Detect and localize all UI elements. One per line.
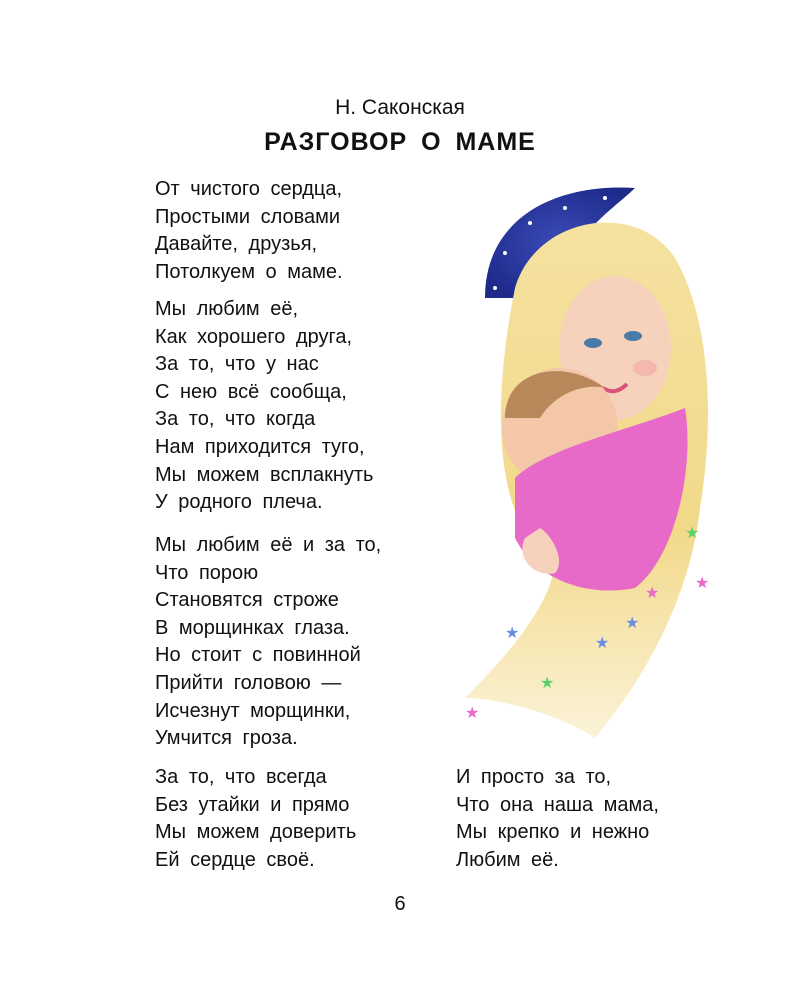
poem-line: Мы крепко и нежно	[456, 821, 650, 844]
stanza-4	[155, 764, 356, 874]
illustration-svg	[445, 178, 735, 748]
poem-line: Как хорошего друга,	[155, 325, 353, 348]
mother-and-child-illustration	[445, 178, 735, 748]
poem-line: Любим её.	[456, 848, 559, 871]
svg-text:★: ★	[685, 523, 700, 542]
poem-line: Простыми словами	[155, 205, 341, 228]
poem-line: У родного плеча.	[155, 491, 323, 514]
poem-line: Без утайки и прямо	[155, 793, 350, 816]
poem-line: Мы можем всплакнуть	[155, 463, 374, 486]
poem-line: И просто за то,	[456, 766, 612, 788]
poem-line: Что порою	[155, 561, 259, 584]
mother-eye-left	[584, 338, 602, 348]
poem-line: Мы можем доверить	[155, 821, 357, 844]
poem-line: За то, что всегда	[155, 766, 327, 788]
poem-line: Нам приходится туго,	[155, 435, 365, 458]
mother-eye-right	[624, 331, 642, 341]
stanza-3	[155, 532, 381, 753]
stanza-2	[155, 296, 373, 517]
poem-line: Умчится гроза.	[155, 727, 298, 750]
poem-line: Мы любим её и за то,	[155, 534, 382, 556]
poem-line: Мы любим её,	[155, 298, 298, 320]
poem-line: Ей сердце своё.	[155, 848, 315, 871]
poem-line: Что она наша мама,	[456, 793, 659, 816]
svg-text:★: ★	[540, 673, 555, 692]
poem-line: Давайте, друзья,	[155, 233, 318, 256]
svg-text:★: ★	[695, 573, 710, 592]
poem-line: С нею всё сообща,	[155, 380, 347, 403]
svg-text:★: ★	[595, 633, 610, 652]
poem-line: Но стоит с повинной	[155, 644, 361, 667]
stanza-1	[155, 176, 343, 286]
poem-line: Становятся строже	[155, 589, 339, 612]
mother-cheek	[633, 360, 657, 376]
poem-title: РАЗГОВОР О МАМЕ	[264, 128, 536, 156]
poem-line: Потолкуем о маме.	[155, 260, 343, 283]
poem-line: За то, что у нас	[155, 353, 319, 376]
poem-line: От чистого сердца,	[155, 178, 343, 200]
svg-text:★: ★	[465, 703, 480, 722]
page-number: 6	[394, 893, 406, 915]
svg-text:★: ★	[625, 613, 640, 632]
poem-line: В морщинках глаза.	[155, 616, 350, 639]
svg-text:★: ★	[505, 623, 520, 642]
poem-line: За то, что когда	[155, 408, 316, 431]
stanza-5	[456, 764, 659, 874]
svg-text:★: ★	[645, 583, 660, 602]
poem-line: Исчезнут морщинки,	[155, 699, 351, 722]
poem-line: Прийти головою —	[155, 671, 342, 694]
poem-author: Н. Саконская	[335, 96, 465, 119]
